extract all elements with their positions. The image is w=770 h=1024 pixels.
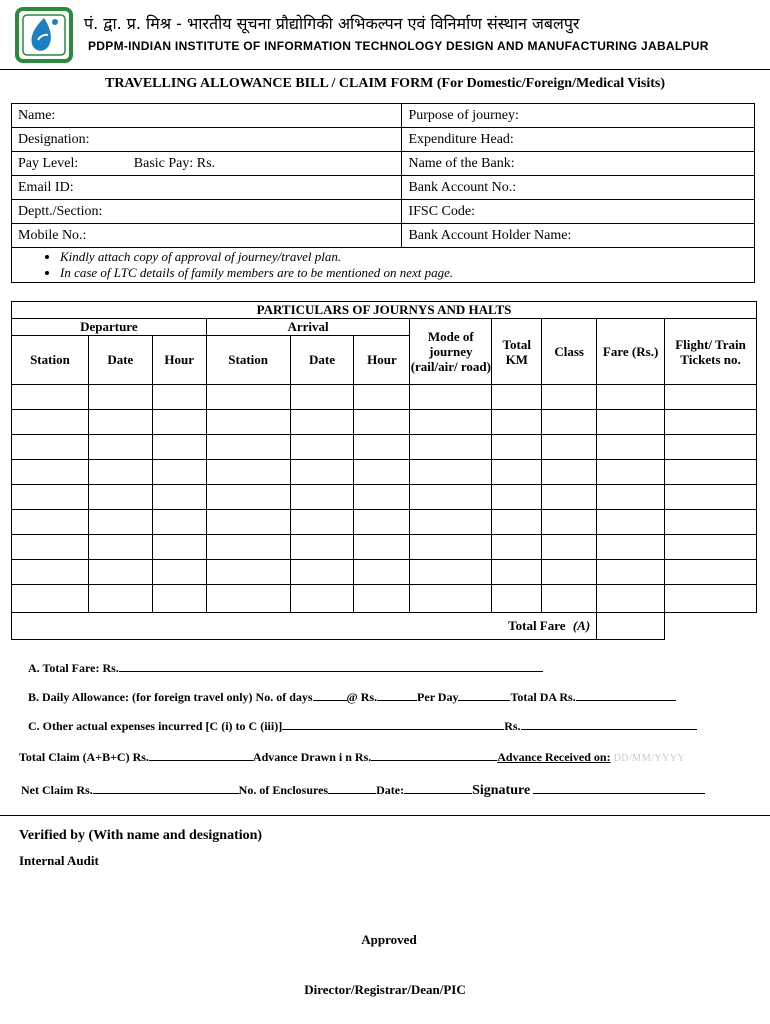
journey-cell[interactable] [206, 385, 290, 410]
journey-cell[interactable] [88, 410, 152, 435]
journey-cell[interactable] [12, 485, 89, 510]
journey-cell[interactable] [290, 510, 354, 535]
section-divider [0, 815, 770, 816]
advance-received-label: Advance Received on: [497, 750, 611, 764]
institute-name-english: PDPM-INDIAN INSTITUTE OF INFORMATION TECHNOLOGY DESIGN AND MANUFACTURING JABALPUR [88, 39, 709, 53]
journey-cell[interactable] [542, 510, 597, 535]
departure-station-header: Station [12, 336, 89, 385]
account-no-field[interactable]: Bank Account No.: [402, 176, 755, 200]
journey-cell[interactable] [492, 585, 542, 613]
mode-header: Mode of journey (rail/air/ road) [410, 319, 492, 385]
journey-cell[interactable] [88, 510, 152, 535]
total-claim-field[interactable] [149, 749, 253, 761]
journey-cell[interactable] [354, 510, 410, 535]
journey-cell[interactable] [597, 460, 665, 485]
journey-cell[interactable] [492, 435, 542, 460]
journey-cell[interactable] [12, 535, 89, 560]
journey-cell[interactable] [290, 485, 354, 510]
journey-cell[interactable] [597, 485, 665, 510]
journey-cell[interactable] [88, 560, 152, 585]
note-item: • In case of LTC details of family members are to be mentioned on next page. [60, 265, 754, 281]
journey-cell[interactable] [206, 560, 290, 585]
total-fare-value-cell[interactable] [597, 613, 665, 640]
journey-row [12, 460, 757, 485]
journey-cell[interactable] [542, 585, 597, 613]
basic-pay-label: Basic Pay: Rs. [133, 155, 216, 171]
arrival-date-header: Date [290, 336, 354, 385]
arrival-station-header: Station [206, 336, 290, 385]
journey-cell[interactable] [410, 585, 492, 613]
journey-cell[interactable] [206, 510, 290, 535]
journey-cell[interactable] [597, 535, 665, 560]
journey-row [12, 385, 757, 410]
departure-header: Departure [12, 319, 207, 336]
journey-cell[interactable] [665, 435, 757, 460]
journey-cell[interactable] [152, 510, 206, 535]
internal-audit-label: Internal Audit [19, 853, 99, 868]
journey-cell[interactable] [665, 410, 757, 435]
personal-details-table [11, 103, 755, 283]
bank-name-field[interactable]: Name of the Bank: [402, 152, 755, 176]
total-fare-rs-field[interactable] [119, 660, 543, 672]
journey-cell[interactable] [354, 535, 410, 560]
journey-cell[interactable] [542, 485, 597, 510]
enclosures-label: No. of Enclosures [238, 783, 329, 797]
journey-table [11, 301, 757, 640]
journey-cell[interactable] [542, 410, 597, 435]
journey-cell[interactable] [410, 460, 492, 485]
journey-cell[interactable] [542, 535, 597, 560]
advance-drawn-label: Advance Drawn i n Rs. [252, 750, 372, 764]
net-claim-line [21, 782, 705, 799]
note-item: • Kindly attach copy of approval of journey/travel plan. [60, 249, 754, 265]
journey-cell[interactable] [152, 485, 206, 510]
journey-cell[interactable] [492, 560, 542, 585]
other-expenses-rs-field[interactable] [521, 718, 697, 730]
journey-cell[interactable] [542, 560, 597, 585]
journey-row [12, 435, 757, 460]
journey-cell[interactable] [492, 535, 542, 560]
journey-row [12, 535, 757, 560]
department-field[interactable]: Deptt./Section: [12, 200, 402, 224]
journey-cell[interactable] [665, 510, 757, 535]
journey-cell[interactable] [665, 560, 757, 585]
journey-cell[interactable] [410, 510, 492, 535]
journey-cell[interactable] [492, 385, 542, 410]
journey-cell[interactable] [665, 585, 757, 613]
journey-cell[interactable] [152, 585, 206, 613]
journey-cell[interactable] [354, 435, 410, 460]
empty-cell [665, 613, 757, 640]
journey-cell[interactable] [492, 410, 542, 435]
journey-cell[interactable] [206, 485, 290, 510]
journey-cell[interactable] [290, 560, 354, 585]
email-field[interactable]: Email ID: [12, 176, 402, 200]
journey-cell[interactable] [597, 585, 665, 613]
other-expenses-label: C. Other actual expenses incurred [C (i) to C (iii)] [28, 719, 283, 733]
da-rate-label: @ Rs. [346, 690, 378, 704]
journey-cell[interactable] [354, 560, 410, 585]
journey-cell[interactable] [152, 410, 206, 435]
journey-cell[interactable] [12, 585, 89, 613]
journey-cell[interactable] [665, 485, 757, 510]
other-expenses-field[interactable] [282, 718, 504, 730]
designation-field[interactable]: Designation: [12, 128, 402, 152]
journey-row [12, 510, 757, 535]
journey-cell[interactable] [597, 560, 665, 585]
line-b [28, 689, 676, 705]
journey-cell[interactable] [354, 585, 410, 613]
total-fare-label-cell [12, 613, 597, 640]
journey-cell[interactable] [206, 585, 290, 613]
arrival-header: Arrival [206, 319, 410, 336]
journey-table-title: PARTICULARS OF JOURNYS AND HALTS [12, 302, 757, 319]
journey-cell[interactable] [597, 410, 665, 435]
journey-cell[interactable] [492, 460, 542, 485]
journey-cell[interactable] [410, 535, 492, 560]
total-claim-label: Total Claim (A+B+C) Rs. [19, 750, 149, 764]
account-holder-field[interactable]: Bank Account Holder Name: [402, 224, 755, 248]
net-claim-label: Net Claim Rs. [21, 783, 93, 797]
signature-label: Signature [472, 783, 531, 798]
da-days-field[interactable] [313, 689, 347, 701]
journey-cell[interactable] [290, 460, 354, 485]
journey-cell[interactable] [88, 385, 152, 410]
da-per-day-field[interactable] [458, 689, 510, 701]
pay-level-label: Pay Level: [18, 155, 79, 171]
net-claim-field[interactable] [93, 782, 239, 794]
verified-by-label: Verified by (With name and designation) [19, 828, 263, 843]
totals-line [19, 749, 685, 765]
total-da-field[interactable] [576, 689, 676, 701]
journey-cell[interactable] [152, 535, 206, 560]
journey-cell[interactable] [88, 535, 152, 560]
journey-cell[interactable] [152, 460, 206, 485]
da-rate-field[interactable] [377, 689, 417, 701]
advance-drawn-field[interactable] [371, 749, 497, 761]
journey-cell[interactable] [206, 460, 290, 485]
enclosures-field[interactable] [328, 782, 376, 794]
date-label: Date: [376, 783, 405, 797]
journey-cell[interactable] [597, 385, 665, 410]
journey-cell[interactable] [290, 385, 354, 410]
ifsc-field[interactable]: IFSC Code: [402, 200, 755, 224]
da-per-day-label: Per Day [417, 690, 459, 704]
journey-cell[interactable] [410, 435, 492, 460]
departure-date-header: Date [88, 336, 152, 385]
da-days-label: B. Daily Allowance: (for foreign travel only) No. of days [28, 690, 313, 704]
total-km-header: Total KM [492, 319, 542, 385]
journey-cell[interactable] [410, 385, 492, 410]
journey-cell[interactable] [290, 435, 354, 460]
header-divider [0, 69, 770, 70]
journey-cell[interactable] [354, 460, 410, 485]
fare-header: Fare (Rs.) [597, 319, 665, 385]
journey-cell[interactable] [290, 585, 354, 613]
journey-cell[interactable] [152, 560, 206, 585]
advance-date-placeholder[interactable]: DD/MM/YYYY [613, 753, 686, 764]
journey-cell[interactable] [597, 435, 665, 460]
notes-cell [12, 248, 755, 283]
journey-cell[interactable] [354, 385, 410, 410]
line-a [28, 660, 543, 676]
total-fare-rs-label: A. Total Fare: Rs. [28, 661, 119, 675]
journey-cell[interactable] [290, 410, 354, 435]
journey-cell[interactable] [88, 585, 152, 613]
other-expenses-rs-label: Rs. [504, 719, 521, 733]
institute-name-hindi: पं. द्वा. प्र. मिश्र - भारतीय सूचना प्रौद्योगिकी अभिकल्पन एवं विनिर्माण संस्थान जबलपुर [84, 14, 580, 33]
signature-field[interactable] [533, 782, 705, 794]
tickets-header: Flight/ Train Tickets no. [665, 319, 757, 385]
approving-authority-label: Director/Registrar/Dean/PIC [304, 982, 466, 997]
journey-row [12, 410, 757, 435]
institute-logo [14, 6, 74, 64]
journey-cell[interactable] [12, 460, 89, 485]
journey-cell[interactable] [152, 385, 206, 410]
journey-cell[interactable] [12, 410, 89, 435]
journey-cell[interactable] [542, 460, 597, 485]
approved-label: Approved [361, 932, 417, 947]
journey-cell[interactable] [665, 460, 757, 485]
journey-cell[interactable] [206, 535, 290, 560]
journey-cell[interactable] [410, 410, 492, 435]
journey-row [12, 485, 757, 510]
pay-field[interactable] [12, 152, 402, 176]
notes-list [12, 249, 754, 281]
journey-cell[interactable] [290, 535, 354, 560]
line-c [28, 718, 697, 734]
expenditure-head-field[interactable]: Expenditure Head: [402, 128, 755, 152]
journey-cell[interactable] [410, 485, 492, 510]
journey-cell[interactable] [354, 485, 410, 510]
form-title: TRAVELLING ALLOWANCE BILL / CLAIM FORM (For Domestic/Foreign/Medical Visits) [104, 76, 665, 91]
journey-cell[interactable] [206, 435, 290, 460]
journey-cell[interactable] [665, 385, 757, 410]
journey-cell[interactable] [206, 410, 290, 435]
class-header: Class [542, 319, 597, 385]
journey-cell[interactable] [410, 560, 492, 585]
journey-cell[interactable] [152, 435, 206, 460]
journey-cell[interactable] [88, 485, 152, 510]
journey-cell[interactable] [665, 535, 757, 560]
journey-cell[interactable] [542, 435, 597, 460]
departure-hour-header: Hour [152, 336, 206, 385]
total-da-label: Total DA Rs. [510, 690, 576, 704]
total-fare-suffix: (A) [572, 618, 591, 633]
journey-cell[interactable] [542, 385, 597, 410]
journey-cell[interactable] [492, 510, 542, 535]
journey-cell[interactable] [12, 435, 89, 460]
arrival-hour-header: Hour [354, 336, 410, 385]
journey-row [12, 585, 757, 613]
journey-cell[interactable] [492, 485, 542, 510]
journey-row [12, 560, 757, 585]
journey-cell[interactable] [88, 460, 152, 485]
date-field[interactable] [404, 782, 472, 794]
journey-cell[interactable] [12, 560, 89, 585]
purpose-field[interactable]: Purpose of journey: [402, 104, 755, 128]
total-fare-label: Total Fare [508, 618, 566, 633]
mobile-field[interactable]: Mobile No.: [12, 224, 402, 248]
journey-cell[interactable] [354, 410, 410, 435]
journey-cell[interactable] [88, 435, 152, 460]
journey-cell[interactable] [12, 385, 89, 410]
name-field[interactable]: Name: [12, 104, 402, 128]
journey-cell[interactable] [597, 510, 665, 535]
journey-cell[interactable] [12, 510, 89, 535]
